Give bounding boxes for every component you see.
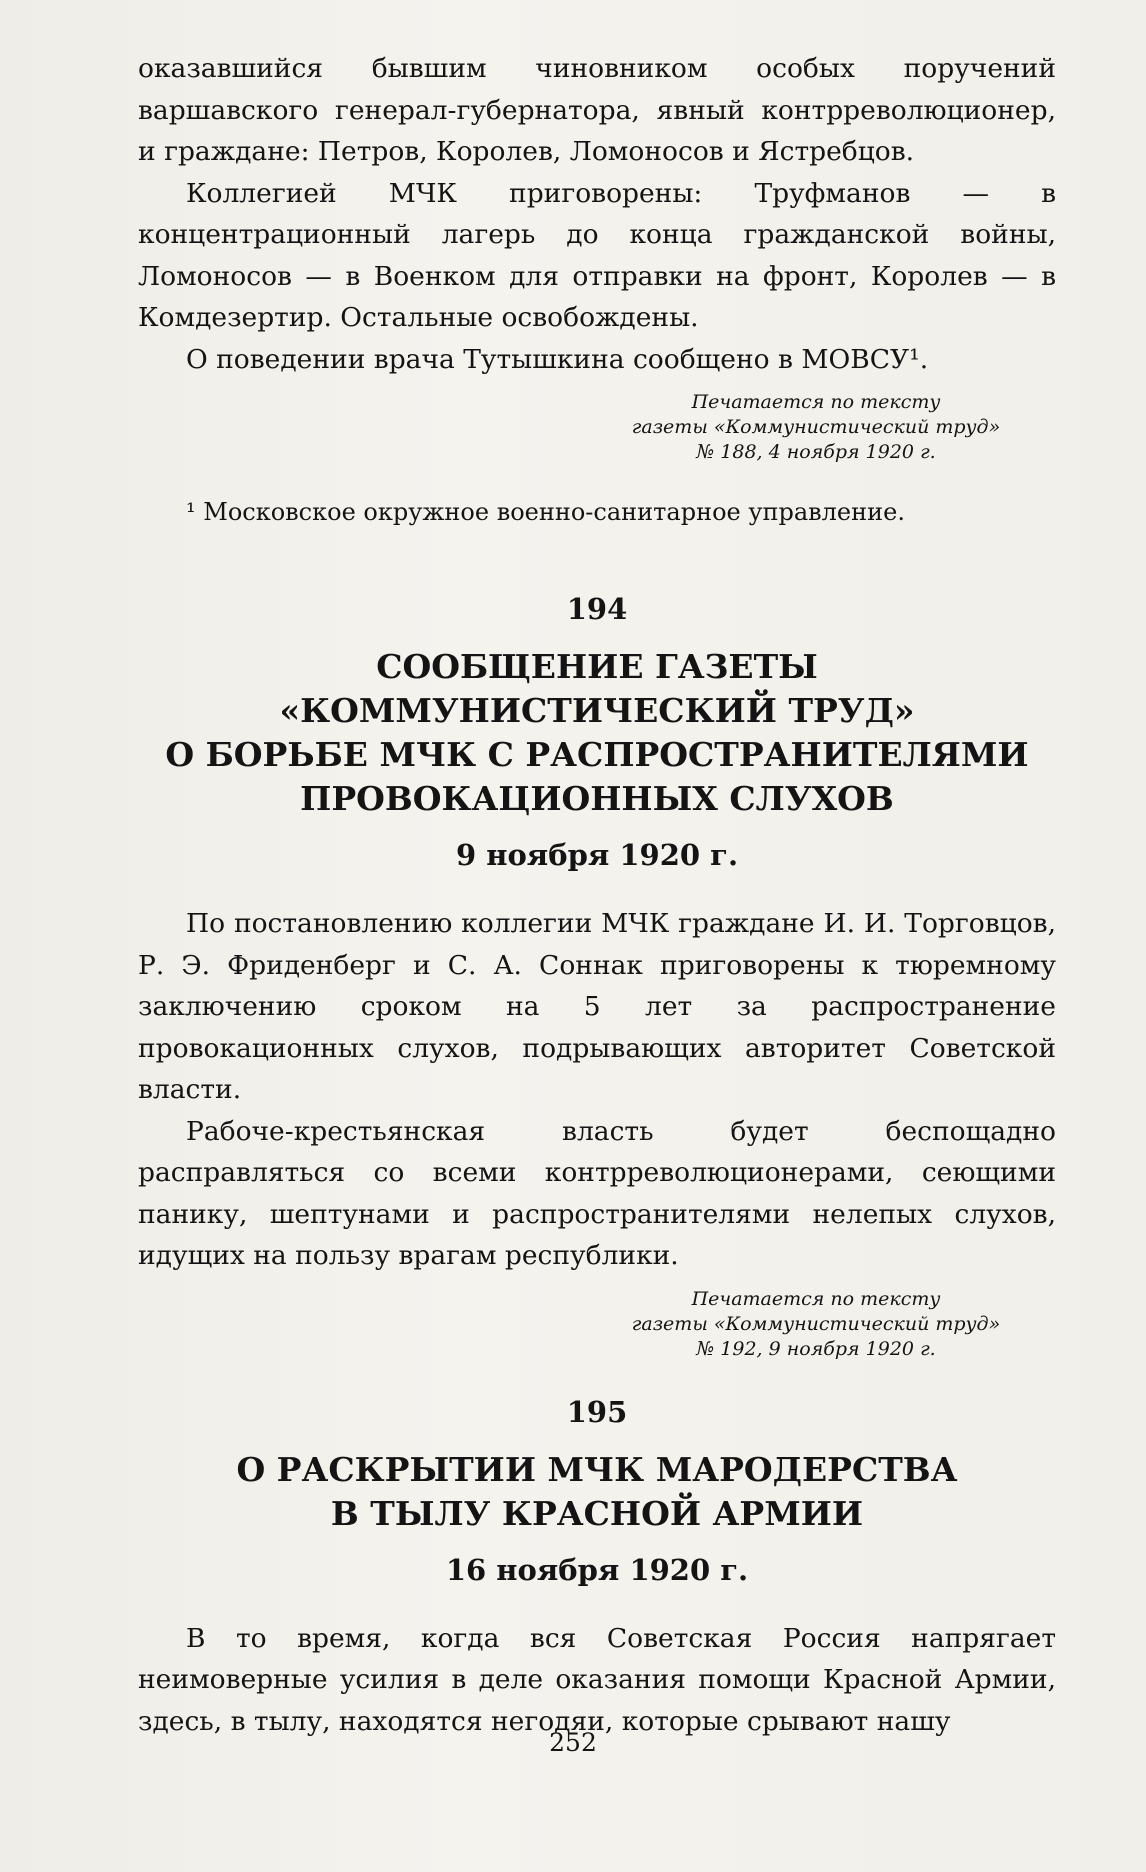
source-line: № 192, 9 ноября 1920 г. bbox=[696, 1337, 936, 1360]
source-line: газеты «Коммунистический труд» bbox=[631, 416, 1001, 438]
document-date-195: 16 ноября 1920 г. bbox=[445, 1552, 749, 1587]
footnote: ¹ Московское окружное военно-санитарное управление. bbox=[186, 498, 905, 526]
page-number: 252 bbox=[549, 1728, 597, 1757]
title-line: О РАСКРЫТИИ МЧК МАРОДЕРСТВА bbox=[236, 1449, 958, 1489]
source-line: газеты «Коммунистический труд» bbox=[631, 1312, 1001, 1335]
doc-194-paragraph-2: Рабоче-крестьянская власть будет беспощадно расправляться со всеми контрреволюционерами, сеющими панику, шептунами и распространителями нелепых слухов, идущих на пользу врагам республики. bbox=[138, 1115, 1056, 1271]
continuation-paragraph-1: оказавшийся бывшим чиновником особых поручений варшавского генерал-губернатора, явный контрреволюционер, и граждане: Петров, Королев, Ломоносов и Ястребцов. bbox=[138, 53, 1056, 167]
continuation-paragraph-2: Коллегией МЧК приговорены: Труфманов — в концентрационный лагерь до конца гражданской войны, Ломоносов — в Военком для отправки на фронт, Королев — в Комдезертир. Остальные освобождены. bbox=[138, 177, 1056, 333]
doc-195-paragraph-1: В то время, когда вся Советская Россия напрягает неимоверные усилия в деле оказания помощи Красной Армии, здесь, в тылу, находятся негодяи, которые срывают нашу bbox=[138, 1622, 1056, 1737]
document-date-194: 9 ноября 1920 г. bbox=[455, 838, 739, 872]
source-line: Печатается по тексту bbox=[691, 391, 941, 413]
doc-194-paragraph-1: По постановлению коллегии МЧК граждане И. И. Торговцов, Р. Э. Фриденберг и С. А. Соннак приговорены к тюремному заключению сроком на 5 лет за распространение провокационных слухов, подрывающих авторитет Советской власти. bbox=[138, 908, 1056, 1105]
source-line: Печатается по тексту bbox=[691, 1287, 941, 1310]
title-line: СООБЩЕНИЕ ГАЗЕТЫ bbox=[376, 647, 818, 686]
document-number-195: 195 bbox=[566, 1394, 628, 1429]
document-title-195 bbox=[138, 1448, 1056, 1536]
source-line: № 188, 4 ноября 1920 г. bbox=[696, 441, 936, 463]
continuation-paragraph-3: О поведении врача Тутышкина сообщено в МОВСУ¹. bbox=[186, 343, 929, 375]
source-note-194 bbox=[596, 1287, 1036, 1362]
title-line: ПРОВОКАЦИОННЫХ СЛУХОВ bbox=[300, 779, 894, 818]
document-number-194: 194 bbox=[566, 592, 628, 626]
title-line: О БОРЬБЕ МЧК С РАСПРОСТРАНИТЕЛЯМИ bbox=[165, 735, 1029, 774]
document-title-194 bbox=[138, 645, 1056, 821]
source-note-193 bbox=[596, 390, 1036, 465]
title-line: «КОММУНИСТИЧЕСКИЙ ТРУД» bbox=[279, 691, 915, 730]
title-line: В ТЫЛУ КРАСНОЙ АРМИИ bbox=[330, 1493, 864, 1533]
